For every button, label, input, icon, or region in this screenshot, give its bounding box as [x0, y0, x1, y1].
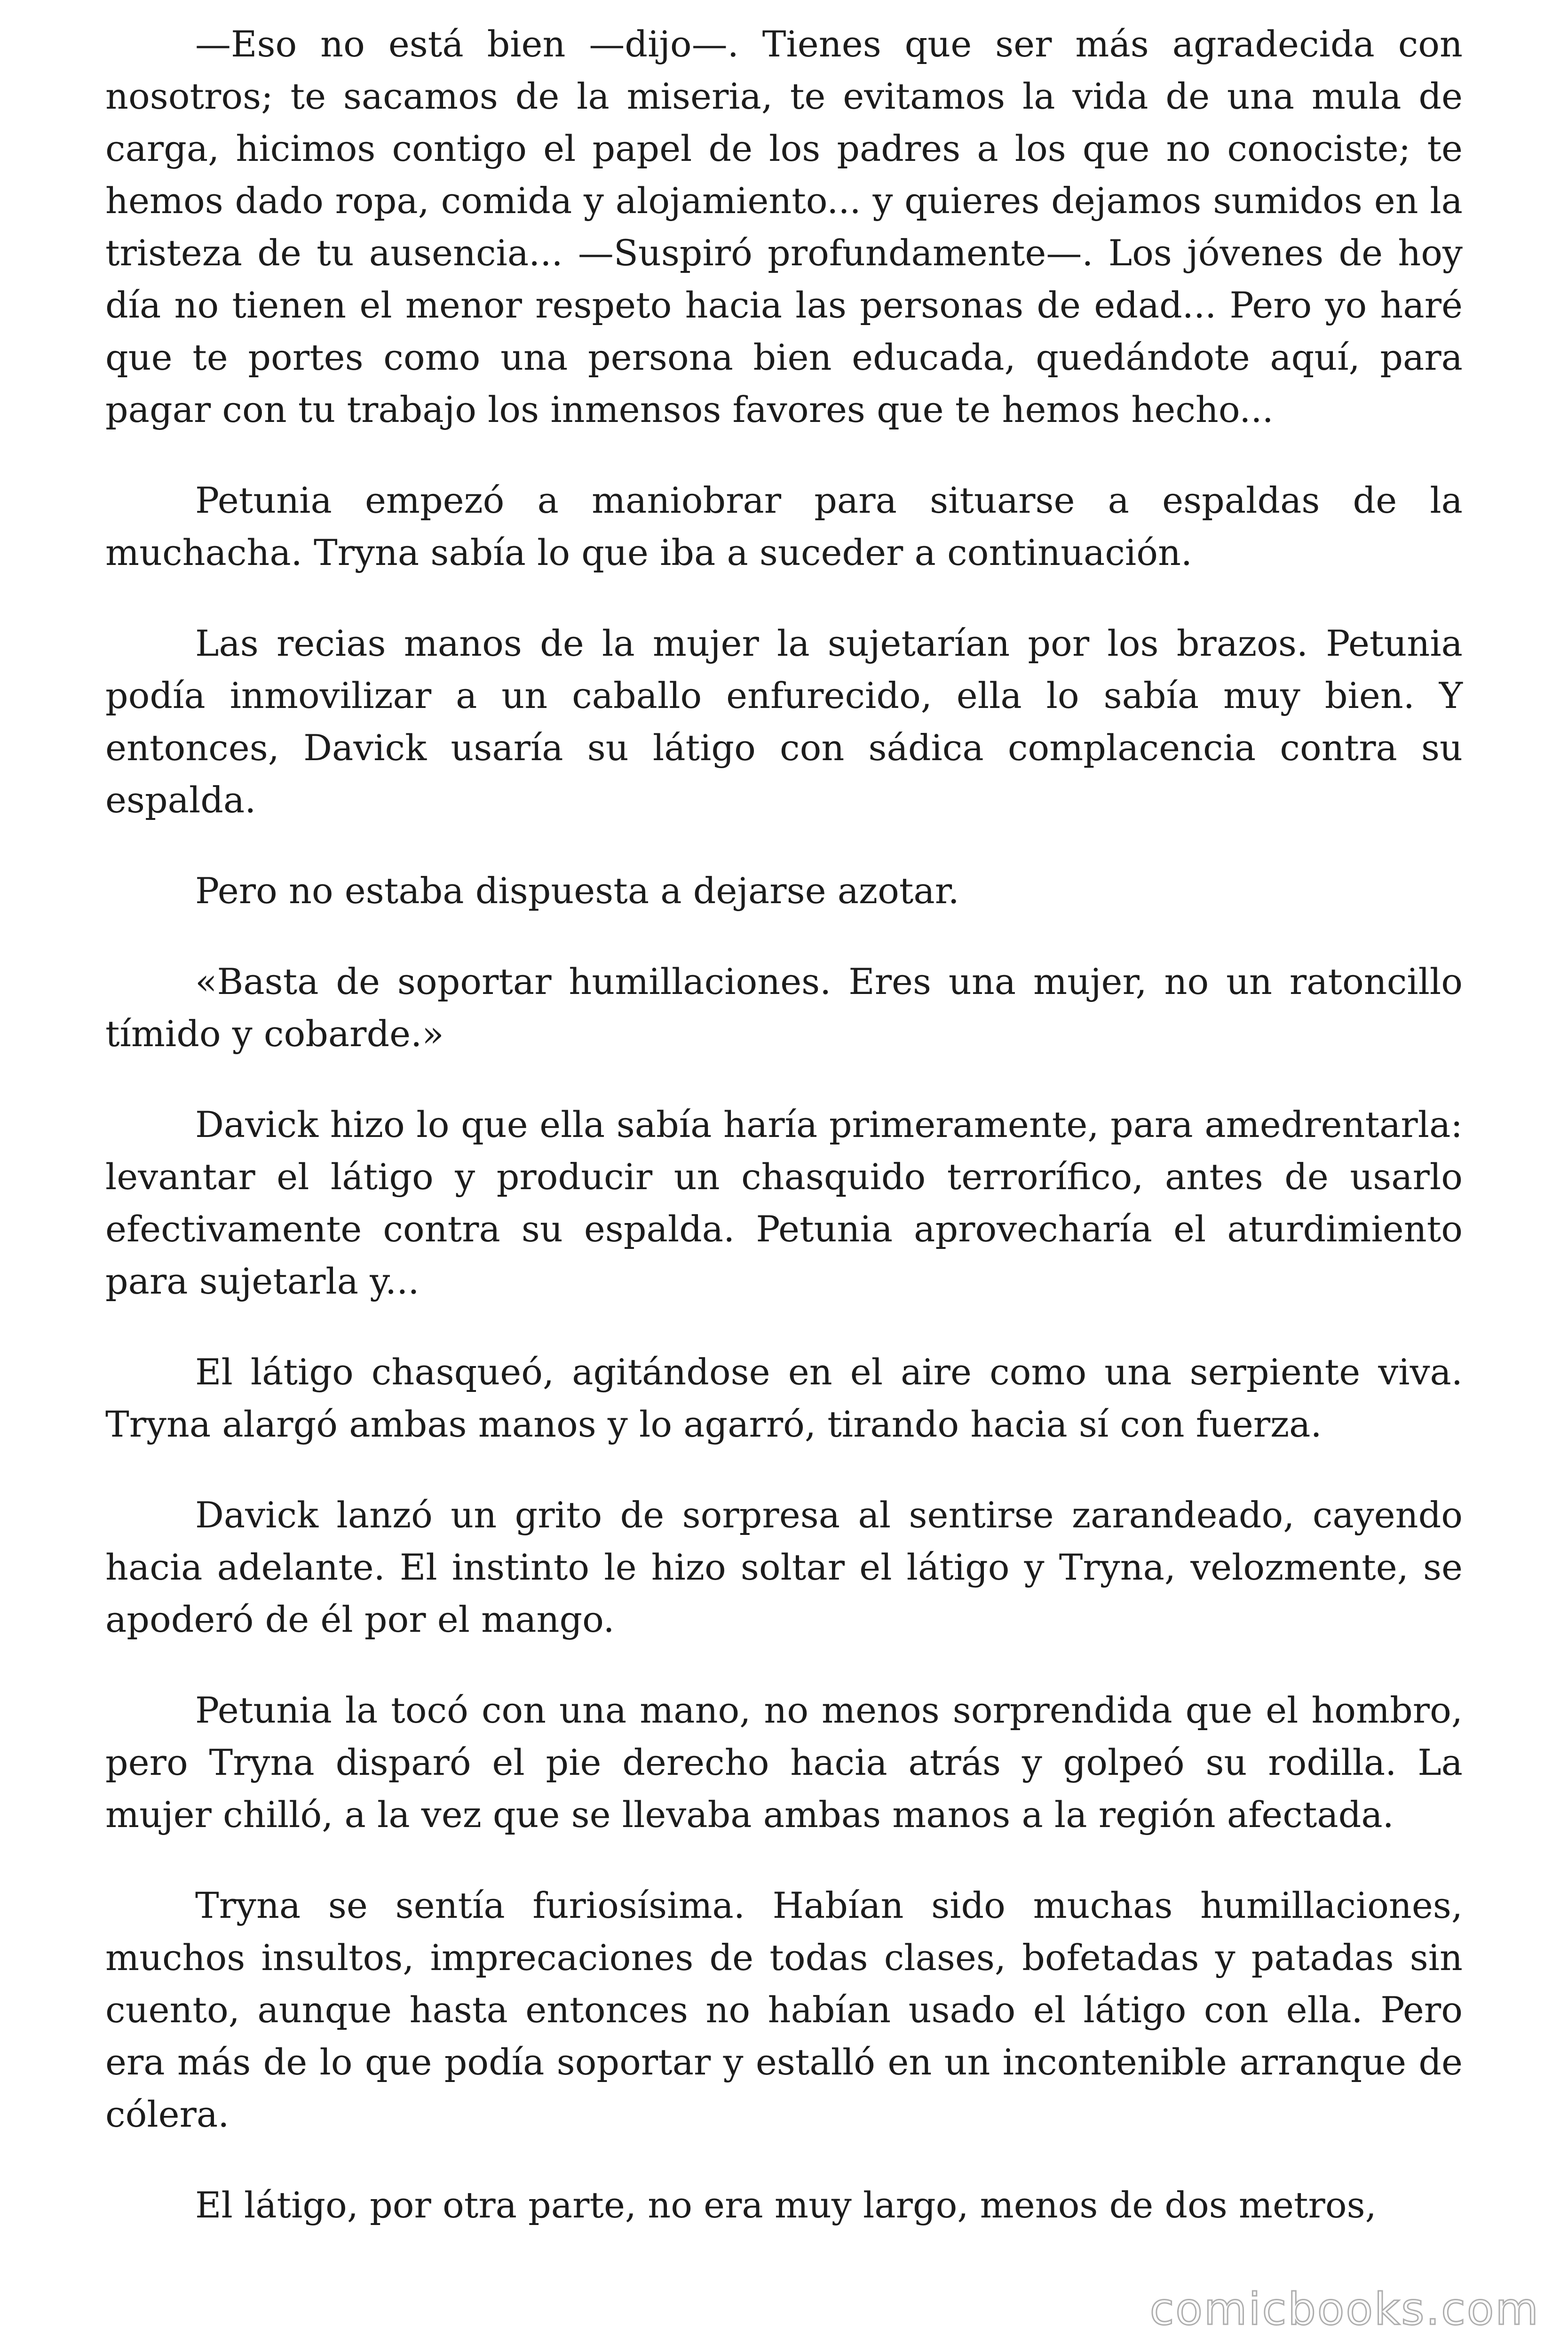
paragraph-9: Petunia la tocó con una mano, no menos sorprendida que el hombro, pero Tryna disparó el pie derecho hacia atrás y golpeó su rodilla. La mujer chilló, a la vez que se llevaba ambas manos a la región afectada. [105, 1689, 1463, 1836]
watermark: comicbooks.com [1149, 2284, 1540, 2335]
paragraph-7: El látigo chasqueó, agitándose en el aire como una serpiente viva. Tryna alargó ambas manos y lo agarró, tirando hacia sí con fuerza. [105, 1351, 1463, 1445]
paragraph-6: Davick hizo lo que ella sabía haría primeramente, para amedrentarla: levantar el látigo y producir un chasquido terrorífico, antes de usarlo efectivamente contra su espalda. Petunia aprovecharía el aturdimiento para sujetarla y... [105, 1104, 1463, 1302]
paragraph-1: —Eso no está bien —dijo—. Tienes que ser más agradecida con nosotros; te sacamos de la miseria, te evitamos la vida de una mula de carga, hicimos contigo el papel de los padres a los que no conociste; te hemos dado ropa, comida y alojamiento... y quieres dejamos sumidos en la tristeza de tu ausencia... —Suspiró profundamente—. Los jóvenes de hoy día no tienen el menor respeto hacia las personas de edad... Pero yo haré que te portes como una persona bien educada, quedándote aquí, para pagar con tu trabajo los inmensos favores que te hemos hecho... [105, 23, 1463, 430]
paragraph-10: Tryna se sentía furiosísima. Habían sido muchas humillaciones, muchos insultos, imprecaciones de todas clases, bofetadas y patadas sin cuento, aunque hasta entonces no habían usado el látigo con ella. Pero era más de lo que podía soportar y estalló en un incontenible arranque de cólera. [105, 1884, 1463, 2135]
paragraph-4: Pero no estaba dispuesta a dejarse azotar. [195, 870, 959, 912]
paragraph-2: Petunia empezó a maniobrar para situarse a espaldas de la muchacha. Tryna sabía lo que iba a suceder a continuación. [105, 479, 1463, 573]
paragraph-8: Davick lanzó un grito de sorpresa al sentirse zarandeado, cayendo hacia adelante. El instinto le hizo soltar el látigo y Tryna, velozmente, se apoderó de él por el mango. [105, 1494, 1463, 1640]
paragraph-3: Las recias manos de la mujer la sujetarían por los brazos. Petunia podía inmovilizar a un caballo enfurecido, ella lo sabía muy bien. Y entonces, Davick usaría su látigo con sádica complacencia contra su espalda. [105, 622, 1463, 821]
document-page [105, 18, 1463, 2231]
paragraph-5: «Basta de soportar humillaciones. Eres una mujer, no un ratoncillo tímido y cobarde.» [105, 961, 1463, 1055]
paragraph-11: El látigo, por otra parte, no era muy largo, menos de dos metros, [195, 2184, 1377, 2226]
